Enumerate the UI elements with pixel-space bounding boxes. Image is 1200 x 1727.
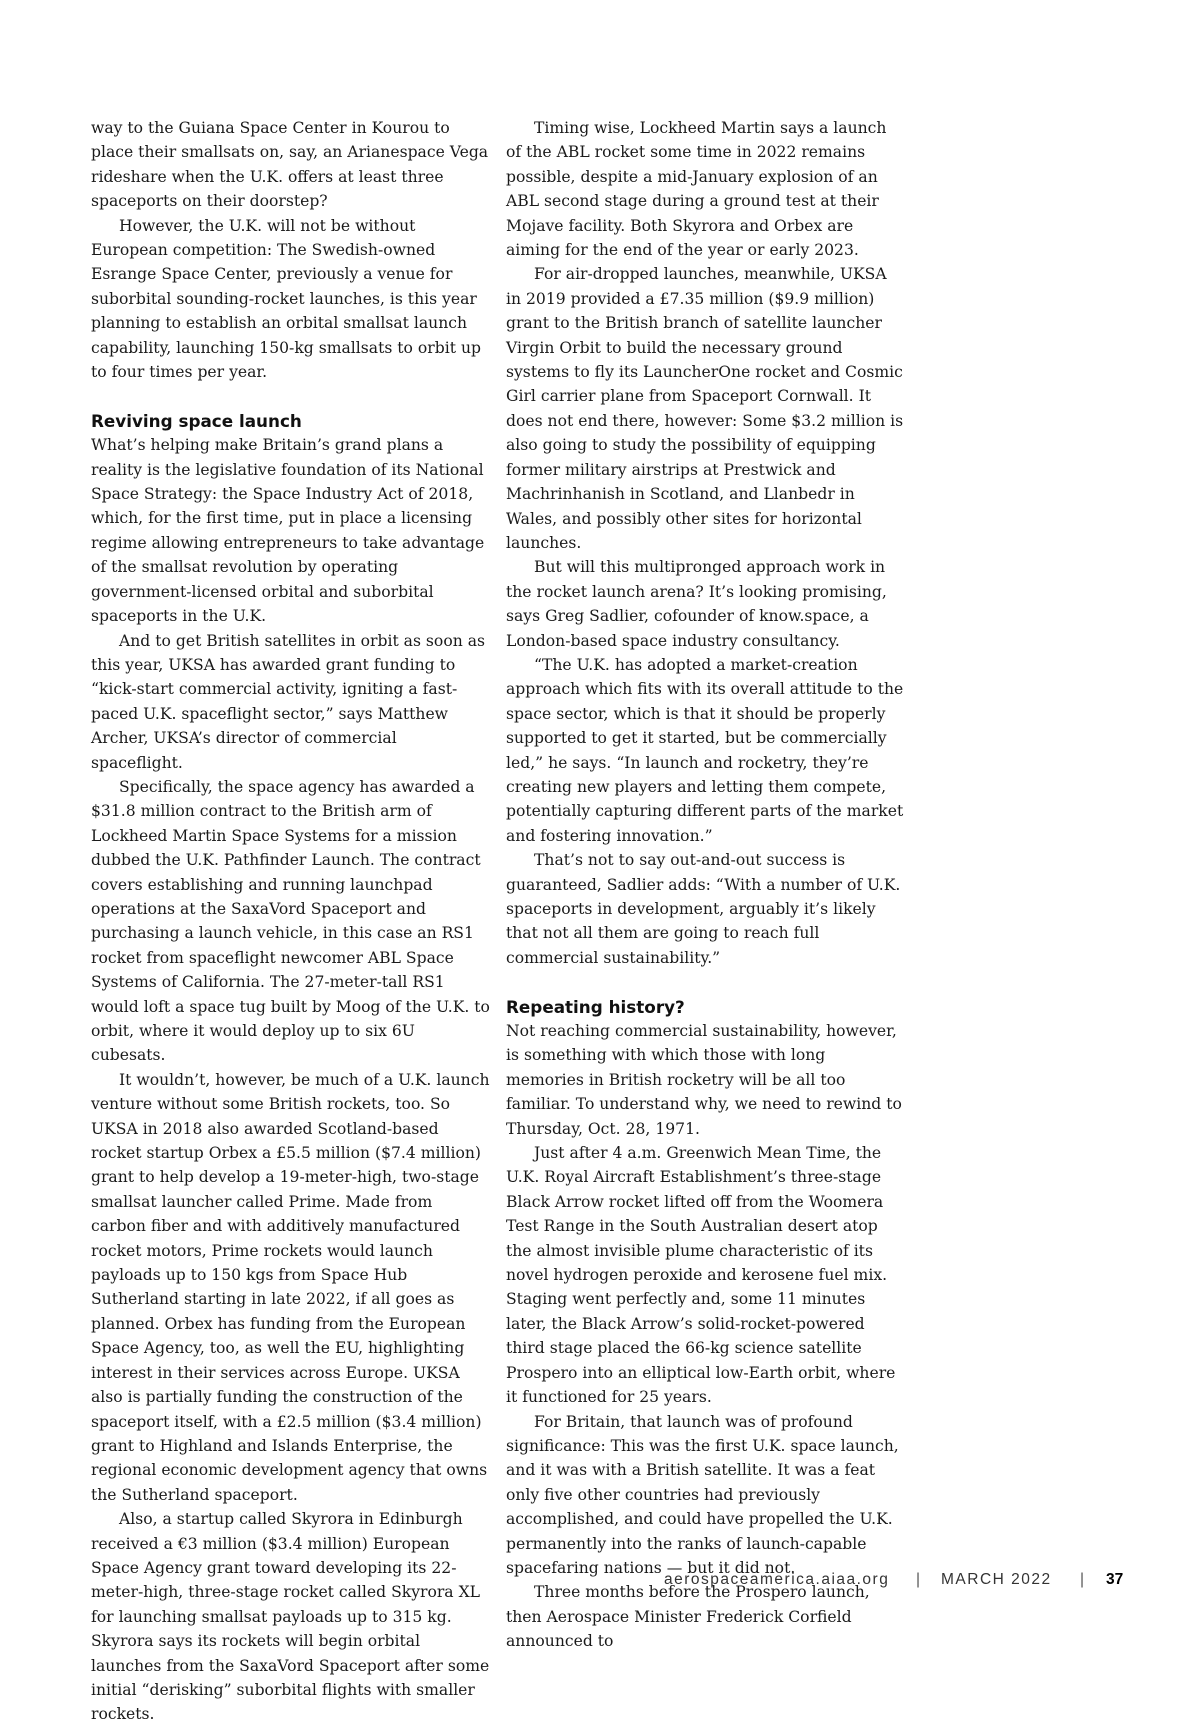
section-heading: Repeating history? bbox=[506, 996, 685, 1017]
right-column bbox=[506, 116, 906, 1654]
paragraph: It wouldn’t, however, be much of a U.K. launch venture without some British rockets, too. So UKSA in 2018 also awarded Scotland-based rocket startup Orbex a £5.5 million ($7.4 million) grant to help develop a 19-meter-high, two-stage smallsat launcher called Prime. Made from carbon fiber and with additively manufactured rocket motors, Prime rockets would launch payloads up to 150 kgs from Space Hub Sutherland starting in late 2022, if all goes as planned. Orbex has funding from the European Space Agency, too, as well the EU, highlighting interest in their services across Europe. UKSA also is partially funding the construction of the spaceport itself, with a £2.5 million ($3.4 million) grant to Highland and Islands Enterprise, the regional economic development agency that owns the Sutherland spaceport. bbox=[91, 1070, 490, 1504]
footer-website: aerospaceamerica.aiaa.org bbox=[664, 1571, 890, 1588]
paragraph: Specifically, the space agency has awarded a $31.8 million contract to the British arm of Lockheed Martin Space Systems for a mission dubbed the U.K. Pathfinder Launch. The contract covers establishing and running launchpad operations at the SaxaVord Spaceport and purchasing a launch vehicle, in this case an RS1 rocket from spaceflight newcomer ABL Space Systems of California. The 27-meter-tall RS1 would loft a space tug built by Moog of the U.K. to orbit, where it would deploy up to six 6U cubesats. bbox=[91, 777, 490, 1065]
paragraph: And to get British satellites in orbit as soon as this year, UKSA has awarded grant funding to “kick-start commercial activity, igniting a fast-paced U.K. spaceflight sector,” says Matthew Archer, UKSA’s director of commercial spaceflight. bbox=[91, 631, 486, 772]
paragraph: But will this multipronged approach work in the rocket launch arena? It’s looking promising, says Greg Sadlier, cofounder of know.space, a London-based space industry consultancy. bbox=[506, 558, 887, 650]
footer-separator: | bbox=[1080, 1571, 1085, 1588]
footer-issue-date: MARCH 2022 bbox=[941, 1571, 1052, 1588]
page-number: 37 bbox=[1106, 1571, 1124, 1588]
page-footer bbox=[0, 1571, 1200, 1593]
paragraph: Just after 4 a.m. Greenwich Mean Time, the U.K. Royal Aircraft Establishment’s three-stage Black Arrow rocket lifted off from the Woomera Test Range in the South Australian desert atop the almost invisible plume characteristic of its novel hydrogen peroxide and kerosene fuel mix. Staging went perfectly and, some 11 minutes later, the Black Arrow’s solid-rocket-powered third stage placed the 66-kg science satellite Prospero into an elliptical low-Earth orbit, where it functioned for 25 years. bbox=[506, 1144, 896, 1407]
paragraph: For air-dropped launches, meanwhile, UKSA in 2019 provided a £7.35 million ($9.9 million) grant to the British branch of satellite launcher Virgin Orbit to build the necessary ground systems to fly its LauncherOne rocket and Cosmic Girl carrier plane from Spaceport Cornwall. It does not end there, however: Some $3.2 million is also going to study the possibility of equipping former military airstrips at Prestwick and Machrinhanish in Scotland, and Llanbedr in Wales, and possibly other sites for horizontal launches. bbox=[506, 265, 904, 552]
paragraph: Also, a startup called Skyrora in Edinburgh received a €3 million ($3.4 million) European Space Agency grant toward developing its 22-meter-high, three-stage rocket called Skyrora XL for launching smallsat payloads up to 315 kg. Skyrora says its rockets will begin orbital launches from the SaxaVord Spaceport after some initial “derisking” suborbital flights with smaller rockets. bbox=[91, 1510, 490, 1724]
paragraph: That’s not to say out-and-out success is guaranteed, Sadlier adds: “With a number of U.K. spaceports in development, arguably it’s likely that not all them are going to reach full commercial sustainability.” bbox=[506, 851, 901, 967]
paragraph: What’s helping make Britain’s grand plans a reality is the legislative foundation of its National Space Strategy: the Space Industry Act of 2018, which, for the first time, put in place a licensing regime allowing entrepreneurs to take advantage of the smallsat revolution by operating government-licensed orbital and suborbital spaceports in the U.K. bbox=[91, 436, 485, 626]
paragraph: For Britain, that launch was of profound significance: This was the first U.K. space launch, and it was with a British satellite. It was a feat only five other countries had previously accomplished, and could have propelled the U.K. permanently into the ranks of launch-capable spacefaring nations — but it did not. bbox=[506, 1412, 899, 1577]
left-column bbox=[91, 116, 491, 1727]
paragraph: Not reaching commercial sustainability, however, is something with which those with long memories in British rocketry will be all too familiar. To understand why, we need to rewind to Thursday, Oct. 28, 1971. bbox=[506, 1022, 902, 1138]
footer-separator: | bbox=[916, 1571, 921, 1588]
paragraph: Three months before the Prospero launch, then Aerospace Minister Frederick Corfield announced to bbox=[506, 1583, 870, 1651]
section-heading: Reviving space launch bbox=[91, 410, 302, 431]
paragraph: However, the U.K. will not be without European competition: The Swedish-owned Esrange Space Center, previously a venue for suborbital sounding-rocket launches, is this year planning to establish an orbital smallsat launch capability, launching 150-kg smallsats to orbit up to four times per year. bbox=[91, 216, 481, 382]
paragraph: “The U.K. has adopted a market-creation approach which fits with its overall attitude to the space sector, which is that it should be properly supported to get it started, but be commercially led,” he says. “In launch and rocketry, they’re creating new players and letting them compete, potentially capturing different parts of the market and fostering innovation.” bbox=[506, 655, 904, 845]
paragraph: Timing wise, Lockheed Martin says a launch of the ABL rocket some time in 2022 remains possible, despite a mid-January explosion of an ABL second stage during a ground test at their Mojave facility. Both Skyrora and Orbex are aiming for the end of the year or early 2023. bbox=[506, 119, 887, 260]
paragraph: way to the Guiana Space Center in Kourou to place their smallsats on, say, an Arianespace Vega rideshare when the U.K. offers at least three spaceports on their doorstep? bbox=[91, 119, 489, 211]
